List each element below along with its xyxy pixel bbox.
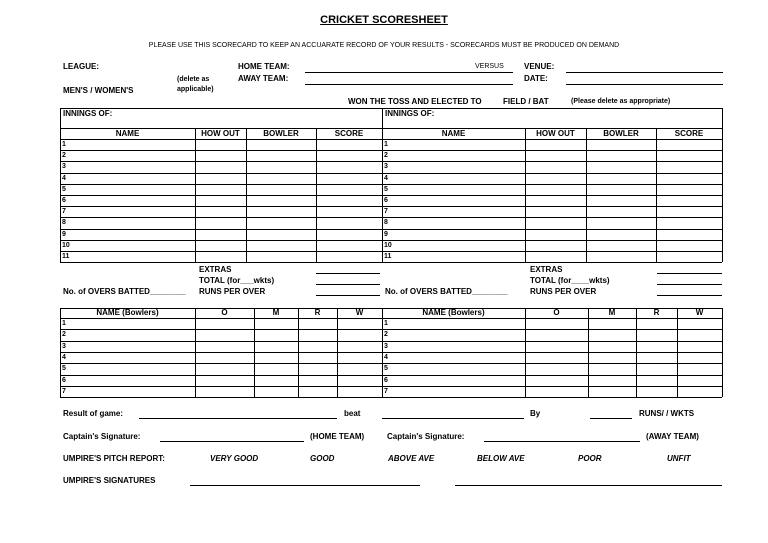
captain-signature-label-away: Captain's Signature: [387,432,465,441]
row-divider [60,262,382,263]
table-row-number: 5 [384,365,388,373]
pitch-option-very-good[interactable]: VERY GOOD [210,454,259,463]
table-row-number: 1 [62,320,66,327]
won-toss-label: WON THE TOSS AND ELECTED TO [348,97,482,106]
pitch-option-unfit[interactable]: UNFIT [667,454,691,463]
captain-signature-label-home: Captain's Signature: [63,432,141,441]
bowling-cell[interactable] [589,364,635,373]
table-row-number: 6 [384,197,388,204]
batting-cell[interactable] [61,185,194,194]
bowling-cell[interactable] [637,387,676,396]
bowling-cell[interactable] [61,387,194,396]
batting-cell[interactable] [196,207,245,216]
table-row-number: 11 [62,253,70,260]
delete-as-note: (delete as [177,76,210,83]
bowling-cell[interactable] [678,342,721,351]
bowling-header-o: O [553,308,560,317]
bowling-cell[interactable] [338,376,381,385]
batting-cell[interactable] [247,230,315,239]
bowling-cell[interactable] [338,342,381,351]
bowling-cell[interactable] [196,319,253,328]
batting-cell[interactable] [317,151,381,160]
row-divider [382,397,722,398]
batting-cell[interactable] [657,185,721,194]
bowling-cell[interactable] [589,330,635,339]
batting-cell[interactable] [196,230,245,239]
bowling-cell[interactable] [383,376,524,385]
away-team-label: AWAY TEAM: [238,74,289,83]
bowling-cell[interactable] [678,387,721,396]
bowling-cell[interactable] [255,330,297,339]
batting-cell[interactable] [657,174,721,183]
batting-cell[interactable] [587,207,655,216]
batting-cell[interactable] [61,140,194,149]
batting-cell[interactable] [317,196,381,205]
bowling-cell[interactable] [526,330,587,339]
bowling-cell[interactable] [383,319,524,328]
by-label: By [530,409,541,418]
batting-cell[interactable] [526,241,585,250]
batting-cell[interactable] [196,174,245,183]
bowling-cell[interactable] [526,319,587,328]
bowling-cell[interactable] [637,330,676,339]
result-label: Result of game: [63,409,124,418]
batting-cell[interactable] [247,218,315,227]
batting-cell[interactable] [196,151,245,160]
table-row-number: 6 [62,376,66,384]
row-divider [382,262,722,263]
home-team-signature-label: (HOME TEAM) [310,432,365,441]
bowling-cell[interactable] [526,364,587,373]
bowling-cell[interactable] [61,342,194,351]
away-team-signature-label: (AWAY TEAM) [646,432,699,441]
batting-cell[interactable] [587,174,655,183]
bowling-cell[interactable] [338,319,381,328]
bowling-header-w: W [355,308,364,317]
table-row-number: 10 [384,241,392,249]
bowling-cell[interactable] [637,342,676,351]
table-border [60,108,382,109]
bowling-cell[interactable] [299,330,336,339]
bowling-cell[interactable] [338,330,381,339]
bowling-cell[interactable] [678,330,721,339]
bowling-cell[interactable] [678,364,721,373]
batting-cell[interactable] [587,230,655,239]
total-label-right: TOTAL (for____wkts) [530,276,610,285]
batting-cell[interactable] [196,185,245,194]
bowling-cell[interactable] [589,376,635,385]
captain-signature-field-away[interactable] [484,441,640,442]
table-row-number: 1 [384,141,388,148]
batting-cell[interactable] [587,185,655,194]
batting-cell[interactable] [657,230,721,239]
batting-cell[interactable] [196,218,245,227]
bowling-cell[interactable] [678,353,721,362]
date-field[interactable] [566,84,723,85]
batting-cell[interactable] [657,140,721,149]
batting-cell[interactable] [61,241,194,250]
mens-womens-label: MEN'S / WOMEN'S [63,86,134,95]
bowling-cell[interactable] [61,364,194,373]
bowling-cell[interactable] [589,353,635,362]
bowling-cell[interactable] [678,376,721,385]
bowling-cell[interactable] [678,319,721,328]
batting-cell[interactable] [383,252,524,261]
bowling-cell[interactable] [61,330,194,339]
versus-label: VERSUS [475,63,504,70]
bowling-cell[interactable] [255,387,297,396]
extras-field-right[interactable] [657,273,722,274]
batting-cell[interactable] [247,162,315,171]
bowling-cell[interactable] [61,353,194,362]
batting-cell[interactable] [526,162,585,171]
table-row-number: 3 [384,163,388,171]
total-field-right[interactable] [657,284,722,285]
batting-cell[interactable] [383,140,524,149]
batting-cell[interactable] [61,196,194,205]
instruction-text: PLEASE USE THIS SCORECARD TO KEEP AN ACCUARATE RECORD OF YOUR RESULTS - SCORECARDS MUST BE PRODUCED ON DEMAND [148,42,620,49]
batting-cell[interactable] [383,174,524,183]
batting-cell[interactable] [61,252,194,261]
please-delete-note: (Please delete as appropriate) [571,98,671,105]
bowling-cell[interactable] [589,387,635,396]
batting-cell[interactable] [196,241,245,250]
bowling-cell[interactable] [299,376,336,385]
batting-cell[interactable] [526,185,585,194]
umpire-signature-field-1[interactable] [190,485,420,486]
batting-cell[interactable] [317,140,381,149]
total-field-left[interactable] [316,284,380,285]
bowling-cell[interactable] [637,319,676,328]
bowling-header-r: R [314,308,321,317]
table-row-number: 4 [384,353,388,361]
batting-header-score: SCORE [674,129,704,138]
away-team-field[interactable] [305,84,513,85]
batting-cell[interactable] [526,207,585,216]
batting-cell[interactable] [657,218,721,227]
bowling-cell[interactable] [299,319,336,328]
bowling-cell[interactable] [383,364,524,373]
batting-cell[interactable] [317,174,381,183]
table-row-number: 7 [384,387,388,395]
innings-label-left: INNINGS OF: [63,109,113,118]
date-label: DATE: [524,74,548,83]
home-team-field[interactable] [305,72,513,73]
batting-cell[interactable] [61,174,194,183]
table-row-number: 2 [62,152,66,160]
table-row-number: 10 [62,241,70,249]
batting-cell[interactable] [383,207,524,216]
table-row-number: 6 [384,376,388,384]
overs-batted-label-right: No. of OVERS BATTED________ [385,287,508,296]
pitch-option-good[interactable]: GOOD [310,454,335,463]
innings-label-right: INNINGS OF: [385,109,435,118]
bowling-cell[interactable] [299,353,336,362]
batting-cell[interactable] [317,241,381,250]
batting-cell[interactable] [196,252,245,261]
column-divider [722,308,723,397]
batting-cell[interactable] [587,218,655,227]
batting-header-name: NAME [115,129,140,138]
table-row-number: 5 [62,365,66,373]
result-margin-field[interactable] [590,418,632,419]
bowling-cell[interactable] [196,342,253,351]
batting-cell[interactable] [526,196,585,205]
bowling-header-o: O [221,308,228,317]
table-row-number: 4 [62,353,66,361]
batting-cell[interactable] [317,252,381,261]
batting-cell[interactable] [196,162,245,171]
batting-cell[interactable] [61,218,194,227]
batting-cell[interactable] [526,218,585,227]
row-divider [60,397,382,398]
bowling-header-w: W [695,308,704,317]
runs-per-over-label-right: RUNS PER OVER [530,287,597,296]
batting-cell[interactable] [383,218,524,227]
table-row-number: 9 [384,230,388,238]
table-row-number: 5 [384,185,388,193]
table-row-number: 8 [384,219,388,227]
captain-signature-field-home[interactable] [160,441,304,442]
bowling-cell[interactable] [61,319,194,328]
batting-cell[interactable] [587,241,655,250]
batting-cell[interactable] [317,162,381,171]
table-row-number: 3 [62,342,66,350]
bowling-header-r: R [653,308,660,317]
bowling-cell[interactable] [255,364,297,373]
table-row-number: 7 [62,208,66,216]
batting-cell[interactable] [61,207,194,216]
table-row-number: 2 [384,331,388,339]
bowling-cell[interactable] [299,387,336,396]
batting-cell[interactable] [317,218,381,227]
bowling-cell[interactable] [255,319,297,328]
pitch-option-poor[interactable]: POOR [578,454,602,463]
bowling-header-name-bowlers: NAME (Bowlers) [96,308,159,317]
table-row-number: 11 [384,253,392,260]
batting-cell[interactable] [526,151,585,160]
table-row-number: 4 [384,174,388,182]
bowling-cell[interactable] [196,364,253,373]
batting-cell[interactable] [587,151,655,160]
batting-cell[interactable] [247,185,315,194]
table-row-number: 3 [62,163,66,171]
bowling-cell[interactable] [196,387,253,396]
bowling-cell[interactable] [196,330,253,339]
table-row-number: 5 [62,185,66,193]
bowling-cell[interactable] [338,364,381,373]
extras-label-right: EXTRAS [530,265,563,274]
home-team-label: HOME TEAM: [238,62,290,71]
table-border [722,108,723,262]
batting-cell[interactable] [317,185,381,194]
batting-cell[interactable] [317,207,381,216]
batting-cell[interactable] [196,196,245,205]
pitch-option-below-ave[interactable]: BELOW AVE [477,454,525,463]
extras-label-left: EXTRAS [199,265,232,274]
batting-cell[interactable] [247,151,315,160]
batting-header-name: NAME [441,129,466,138]
batting-cell[interactable] [526,174,585,183]
batting-cell[interactable] [526,230,585,239]
bowling-cell[interactable] [338,353,381,362]
batting-cell[interactable] [247,241,315,250]
batting-cell[interactable] [383,196,524,205]
bowling-cell[interactable] [526,376,587,385]
table-row-number: 7 [384,208,388,216]
bowling-cell[interactable] [299,342,336,351]
field-bat-option[interactable]: FIELD / BAT [503,97,549,106]
bowling-cell[interactable] [383,353,524,362]
table-row-number: 9 [62,230,66,238]
batting-header-how-out: HOW OUT [201,129,240,138]
table-row-number: 1 [62,141,66,148]
batting-header-how-out: HOW OUT [536,129,575,138]
batting-cell[interactable] [587,140,655,149]
batting-cell[interactable] [247,140,315,149]
batting-cell[interactable] [587,196,655,205]
batting-cell[interactable] [657,252,721,261]
runs-wkts-label: RUNS/ / WKTS [639,409,695,418]
batting-cell[interactable] [657,162,721,171]
umpire-signatures-label-text: UMPIRE'S SIGNATURES [63,476,156,485]
bowling-cell[interactable] [637,353,676,362]
extras-field-left[interactable] [316,273,380,274]
pitch-option-above-ave[interactable]: ABOVE AVE [388,454,435,463]
bowling-cell[interactable] [526,387,587,396]
table-border [382,108,722,109]
table-row-number: 1 [384,320,388,327]
batting-cell[interactable] [61,230,194,239]
bowling-cell[interactable] [589,319,635,328]
bowling-cell[interactable] [255,376,297,385]
bowling-header-m: M [608,308,616,317]
batting-cell[interactable] [247,196,315,205]
batting-cell[interactable] [657,196,721,205]
result-winner-field[interactable] [139,418,337,419]
result-loser-field[interactable] [382,418,524,419]
batting-cell[interactable] [587,162,655,171]
venue-field[interactable] [566,72,723,73]
batting-cell[interactable] [587,252,655,261]
batting-cell[interactable] [526,140,585,149]
table-row-number: 3 [384,342,388,350]
applicable-note: applicable) [177,86,214,93]
bowling-cell[interactable] [637,364,676,373]
beat-label: beat [344,409,361,418]
batting-cell[interactable] [383,230,524,239]
batting-cell[interactable] [247,207,315,216]
batting-cell[interactable] [383,185,524,194]
page-title: CRICKET SCORESHEET [320,14,448,26]
batting-cell[interactable] [61,151,194,160]
batting-cell[interactable] [247,252,315,261]
batting-header-score: SCORE [334,129,364,138]
bowling-cell[interactable] [61,376,194,385]
batting-header-bowler: BOWLER [603,129,639,138]
bowling-header-name-bowlers: NAME (Bowlers) [422,308,485,317]
overs-batted-label-left: No. of OVERS BATTED________ [63,287,186,296]
bowling-cell[interactable] [299,364,336,373]
table-row-number: 7 [62,387,66,395]
venue-label: VENUE: [524,62,555,71]
batting-cell[interactable] [657,151,721,160]
batting-cell[interactable] [247,174,315,183]
bowling-cell[interactable] [526,342,587,351]
table-row-number: 6 [62,197,66,204]
bowling-cell[interactable] [196,376,253,385]
runs-per-over-label-left: RUNS PER OVER [199,287,266,296]
batting-cell[interactable] [383,151,524,160]
batting-cell[interactable] [657,241,721,250]
pitch-report-label: UMPIRE'S PITCH REPORT: [63,454,165,463]
bowling-cell[interactable] [526,353,587,362]
runs-per-over-field-right[interactable] [657,295,722,296]
bowling-cell[interactable] [255,353,297,362]
table-row-number: 2 [62,331,66,339]
umpire-signature-field-2[interactable] [455,485,722,486]
bowling-cell[interactable] [383,330,524,339]
batting-cell[interactable] [526,252,585,261]
table-row-number: 2 [384,152,388,160]
batting-cell[interactable] [383,162,524,171]
bowling-cell[interactable] [637,376,676,385]
bowling-cell[interactable] [383,387,524,396]
batting-cell[interactable] [383,241,524,250]
batting-cell[interactable] [317,230,381,239]
batting-header-bowler: BOWLER [263,129,299,138]
batting-cell[interactable] [657,207,721,216]
bowling-header-m: M [272,308,280,317]
league-label: LEAGUE: [63,62,99,71]
table-row-number: 8 [62,219,66,227]
bowling-cell[interactable] [589,342,635,351]
bowling-cell[interactable] [196,353,253,362]
bowling-cell[interactable] [338,387,381,396]
runs-per-over-field-left[interactable] [316,295,380,296]
bowling-cell[interactable] [383,342,524,351]
bowling-cell[interactable] [255,342,297,351]
table-row-number: 4 [62,174,66,182]
total-label-left: TOTAL (for___wkts) [199,276,275,285]
batting-cell[interactable] [61,162,194,171]
batting-cell[interactable] [196,140,245,149]
